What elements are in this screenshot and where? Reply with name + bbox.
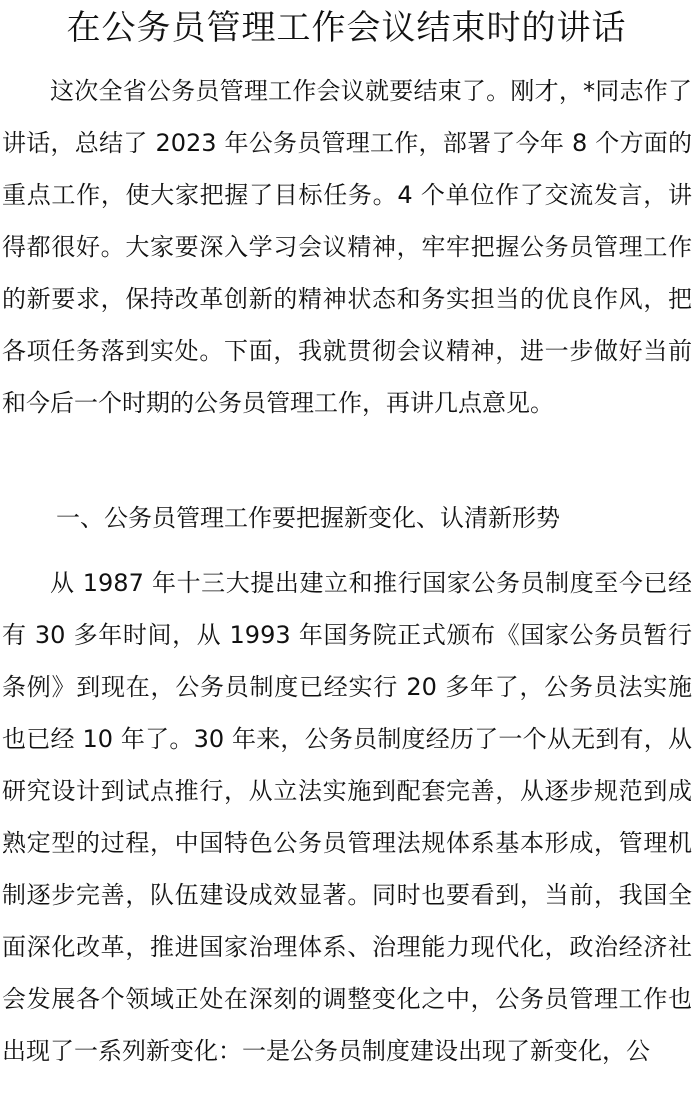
document-title: 在公务员管理工作会议结束时的讲话	[66, 8, 627, 48]
body-paragraph: 从 1987 年十三大提出建立和推行国家公务员制度至今已经有 30 多年时间，从 1993 年国务院正式颁布《国家公务员暂行条例》到现在，公务员制度已经实行 20 多年了，公务员法实施也已经 10 年了。30 年来，公务员制度经历了一个从无到有，从研究设计到试点推行，从立法实施到配套完善，从逐步规范到成熟定型的过程，中国特色公务员管理法规体系基本形成，管理机制逐步完善，队伍建设成效显著。同时也要看到，当前，我国全面深化改革，推进国家治理体系、治理能力现代化，政治经济社会发展各个领域正处在深刻的调整变化之中，公务员管理工作也出现了一系列新变化：一是公务员制度建设出现了新变化，公	[2, 569, 692, 1065]
section-heading: 一、公务员管理工作要把握新变化、认清新形势	[56, 504, 560, 532]
opening-paragraph: 这次全省公务员管理工作会议就要结束了。刚才，*同志作了讲话，总结了 2023 年公务员管理工作，部署了今年 8 个方面的重点工作，使大家把握了目标任务。4 个单位作了交流发言，讲得都很好。大家要深入学习会议精神，牢牢把握公务员管理工作的新要求，保持改革创新的精神状态和务实担当的优良作风，把各项任务落到实处。下面，我就贯彻会议精神，进一步做好当前和今后一个时期的公务员管理工作，再讲几点意见。	[2, 77, 692, 417]
